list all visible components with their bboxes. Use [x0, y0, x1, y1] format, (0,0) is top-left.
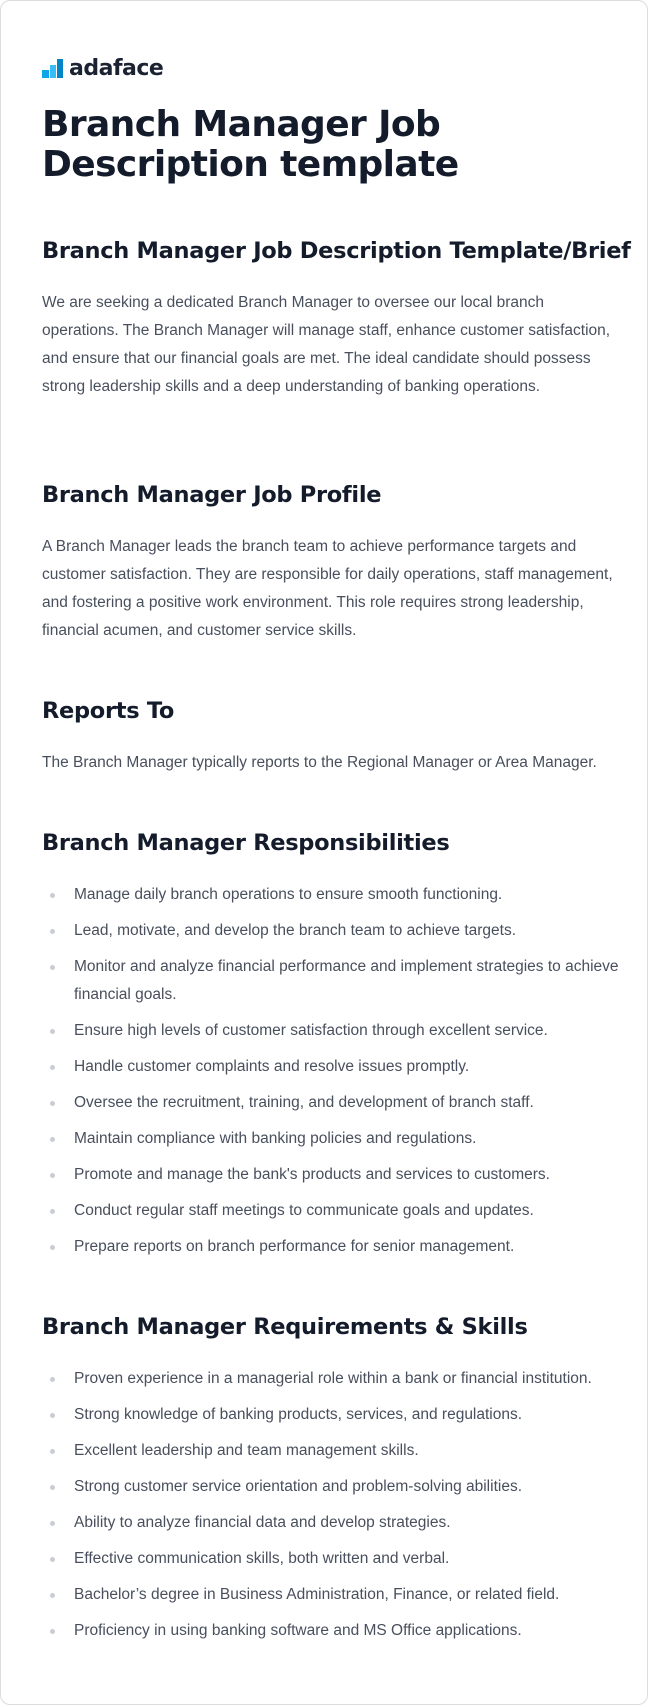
list-item	[42, 1017, 622, 1045]
adaface-logo-icon	[42, 59, 64, 79]
list-item-text: Ensure high levels of customer satisfaction through excellent service.	[74, 1022, 548, 1039]
list-item	[42, 1233, 622, 1261]
bullet-icon	[50, 1557, 55, 1562]
list-item-text: Strong knowledge of banking products, services, and regulations.	[74, 1406, 523, 1423]
section-heading: Branch Manager Responsibilities	[42, 830, 450, 856]
bullet-icon	[50, 1029, 55, 1034]
list-item-text: Lead, motivate, and develop the branch team to achieve targets.	[74, 922, 517, 939]
bullet-icon	[50, 1209, 55, 1214]
bullet-icon	[50, 1101, 55, 1106]
list-item	[42, 881, 622, 909]
bullet-icon	[50, 1137, 55, 1142]
bullet-icon	[50, 1629, 55, 1634]
list-item	[42, 917, 622, 945]
list-item-text: Strong customer service orientation and problem-solving abilities.	[74, 1478, 522, 1495]
list-item-text: Excellent leadership and team management skills.	[74, 1442, 419, 1459]
bullet-icon	[50, 1377, 55, 1382]
bullet-icon	[50, 965, 55, 970]
section-reports-to	[42, 697, 622, 777]
list-item	[42, 1053, 622, 1081]
bullet-icon	[50, 1521, 55, 1526]
list-item-text: Proven experience in a managerial role within a bank or financial institution.	[74, 1370, 592, 1387]
list-item-text: Conduct regular staff meetings to communicate goals and updates.	[74, 1202, 534, 1219]
list-item-text: Maintain compliance with banking policies and regulations.	[74, 1130, 477, 1147]
section-heading: Branch Manager Requirements & Skills	[42, 1314, 528, 1340]
section-brief	[42, 237, 631, 401]
requirements-list	[42, 1365, 622, 1645]
page-title-block	[42, 105, 622, 185]
bullet-icon	[50, 1245, 55, 1250]
list-item	[42, 1401, 622, 1429]
section-text: We are seeking a dedicated Branch Manager to oversee our local branch operations. The Branch Manager will manage staff, enhance customer satisfaction, and ensure that our financial goals are met. The ideal candidate should possess strong leadership skills and a deep understanding of banking operations.	[42, 294, 611, 395]
section-text: The Branch Manager typically reports to the Regional Manager or Area Manager.	[42, 754, 597, 771]
responsibilities-list	[42, 881, 622, 1261]
bullet-icon	[50, 1485, 55, 1490]
list-item	[42, 1161, 622, 1189]
list-item	[42, 1581, 622, 1609]
bullet-icon	[50, 1593, 55, 1598]
list-item	[42, 1437, 622, 1465]
content	[42, 56, 631, 1639]
list-item	[42, 953, 622, 1009]
list-item-text: Manage daily branch operations to ensure smooth functioning.	[74, 886, 503, 903]
list-item	[42, 1473, 622, 1501]
list-item	[42, 1089, 622, 1117]
section-responsibilities	[42, 829, 622, 1261]
list-item	[42, 1197, 622, 1225]
bullet-icon	[50, 1449, 55, 1454]
bullet-icon	[50, 929, 55, 934]
section-requirements	[42, 1313, 622, 1645]
list-item-text: Effective communication skills, both written and verbal.	[74, 1550, 450, 1567]
section-heading: Reports To	[42, 698, 175, 724]
list-item-text: Monitor and analyze financial performance and implement strategies to achieve financial goals.	[74, 958, 619, 1003]
list-item-text: Ability to analyze financial data and develop strategies.	[74, 1514, 451, 1531]
section-heading: Branch Manager Job Profile	[42, 482, 382, 508]
bullet-icon	[50, 1065, 55, 1070]
section-heading: Branch Manager Job Description Template/Brief	[42, 238, 631, 264]
list-item	[42, 1125, 622, 1153]
bullet-icon	[50, 1173, 55, 1178]
page-title: Branch Manager Job Description template	[42, 104, 459, 185]
section-text: A Branch Manager leads the branch team to achieve performance targets and customer satisfaction. They are responsible for daily operations, staff management, and fostering a positive work environment. This role requires strong leadership, financial acumen, and customer service skills.	[42, 538, 613, 639]
list-item-text: Prepare reports on branch performance for senior management.	[74, 1238, 515, 1255]
brand-name: adaface	[69, 56, 164, 81]
list-item	[42, 1545, 622, 1573]
bullet-icon	[50, 893, 55, 898]
list-item-text: Oversee the recruitment, training, and development of branch staff.	[74, 1094, 534, 1111]
bullet-icon	[50, 1413, 55, 1418]
list-item-text: Bachelor’s degree in Business Administration, Finance, or related field.	[74, 1586, 560, 1603]
list-item-text: Handle customer complaints and resolve issues promptly.	[74, 1058, 470, 1075]
list-item-text: Promote and manage the bank's products and services to customers.	[74, 1166, 550, 1183]
list-item-text: Proficiency in using banking software and MS Office applications.	[74, 1622, 522, 1639]
list-item	[42, 1365, 622, 1393]
list-item	[42, 1617, 622, 1645]
adaface-logo[interactable]	[42, 57, 622, 81]
section-profile	[42, 481, 622, 645]
list-item	[42, 1509, 622, 1537]
